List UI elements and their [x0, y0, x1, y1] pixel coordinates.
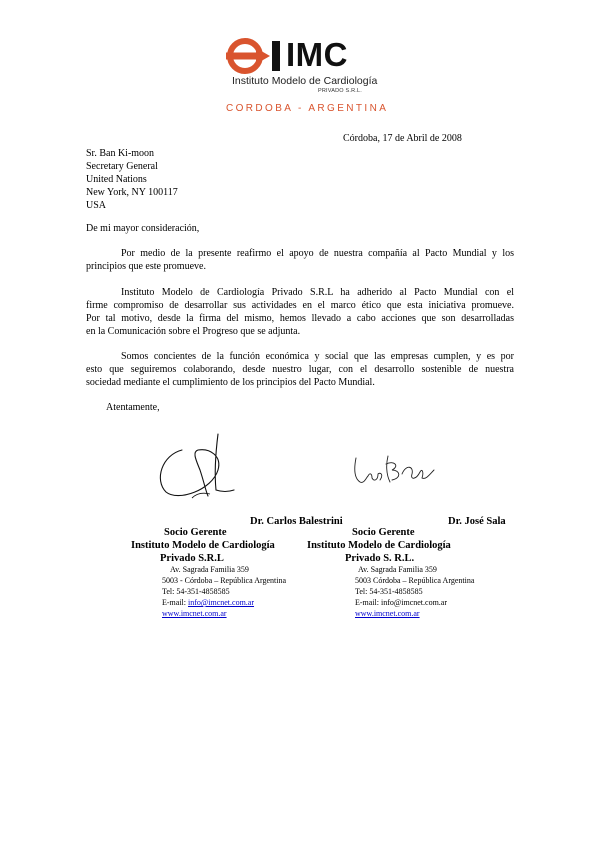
email-link[interactable]: info@imcnet.com.ar [188, 598, 255, 607]
signature-sala-icon [350, 450, 438, 490]
paragraph-line: principios que este promueve. [86, 261, 206, 272]
paragraph-line: Por medio de la presente reafirmo el apoyo de nuestra compañía al Pacto Mundial y los [121, 248, 514, 259]
recipient-line: Secretary General [86, 161, 158, 172]
city-header: CORDOBA - ARGENTINA [226, 103, 389, 114]
signatory-name: Dr. Carlos Balestrini [250, 516, 343, 527]
signatory-web-row [162, 609, 227, 620]
paragraph-line: Por tal motivo, desde la firma del mismo, hemos llevado a cabo acciones que son desarrolladas [86, 313, 514, 324]
signatory-org: Instituto Modelo de Cardiología [307, 540, 451, 551]
closing: Atentamente, [106, 402, 160, 413]
company-type: PRIVADO S.R.L. [318, 88, 362, 94]
signatory-title: Socio Gerente [164, 527, 227, 538]
recipient-line: Sr. Ban Ki-moon [86, 148, 155, 159]
signatory-email-row [355, 598, 447, 609]
signatory-city: 5003 Córdoba – República Argentina [355, 576, 475, 585]
signatory-name: Dr. José Sala [448, 516, 506, 527]
paragraph-line: Instituto Modelo de Cardiología Privado S.R.L ha adherido al Pacto Mundial con el [121, 287, 514, 298]
letter-date: Córdoba, 17 de Abril de 2008 [343, 133, 462, 144]
body-paragraph-1 [86, 247, 514, 273]
greeting: De mi mayor consideración, [86, 223, 200, 234]
signatory-email-row [162, 598, 254, 609]
paragraph-line: sociedad mediante el cumplimiento de los principios del Pacto Mundial. [86, 377, 375, 388]
signatory-org: Privado S.R.L [160, 553, 224, 564]
email-text: info@imcnet.com.ar [381, 598, 448, 607]
signatory-address: Av. Sagrada Familia 359 [358, 565, 437, 574]
signatory-title: Socio Gerente [352, 527, 415, 538]
paragraph-line: Somos concientes de la función económica y social que las empresas cumplen, y es por [121, 351, 514, 362]
recipient-address [86, 147, 178, 212]
signatory-org: Privado S. R.L. [345, 553, 415, 564]
signatory-org: Instituto Modelo de Cardiología [131, 540, 275, 551]
signatory-tel: Tel: 54-351-4858585 [355, 587, 423, 596]
email-label: E-mail: [355, 598, 381, 607]
signatory-tel: Tel: 54-351-4858585 [162, 587, 230, 596]
body-paragraph-2 [86, 286, 514, 338]
body-paragraph-3 [86, 350, 514, 389]
paragraph-line: firme compromiso de desarrollar sus actividades en el marco ético que esta iniciativa promueve. [86, 300, 514, 311]
logo-wordmark: IMC [286, 36, 348, 73]
signatory-web-row [355, 609, 420, 620]
email-label: E-mail: [162, 598, 188, 607]
institute-name: Instituto Modelo de Cardiología [232, 75, 378, 87]
recipient-line: New York, NY 100117 [86, 187, 178, 198]
paragraph-line: esto que seguiremos colaborando, desde nuestro lugar, con el desarrollo sostenible de nuestra [86, 364, 514, 375]
website-link[interactable]: www.imcnet.com.ar [355, 609, 420, 618]
paragraph-line: en la Comunicación sobre el Progreso que se adjunta. [86, 326, 301, 337]
signatory-address: Av. Sagrada Familia 359 [170, 565, 249, 574]
signature-balestrini-icon [152, 430, 244, 502]
signatory-city: 5003 - Córdoba – República Argentina [162, 576, 287, 585]
recipient-line: USA [86, 200, 107, 211]
recipient-line: United Nations [86, 174, 147, 185]
website-link[interactable]: www.imcnet.com.ar [162, 609, 227, 618]
imc-logo-icon [226, 37, 282, 75]
